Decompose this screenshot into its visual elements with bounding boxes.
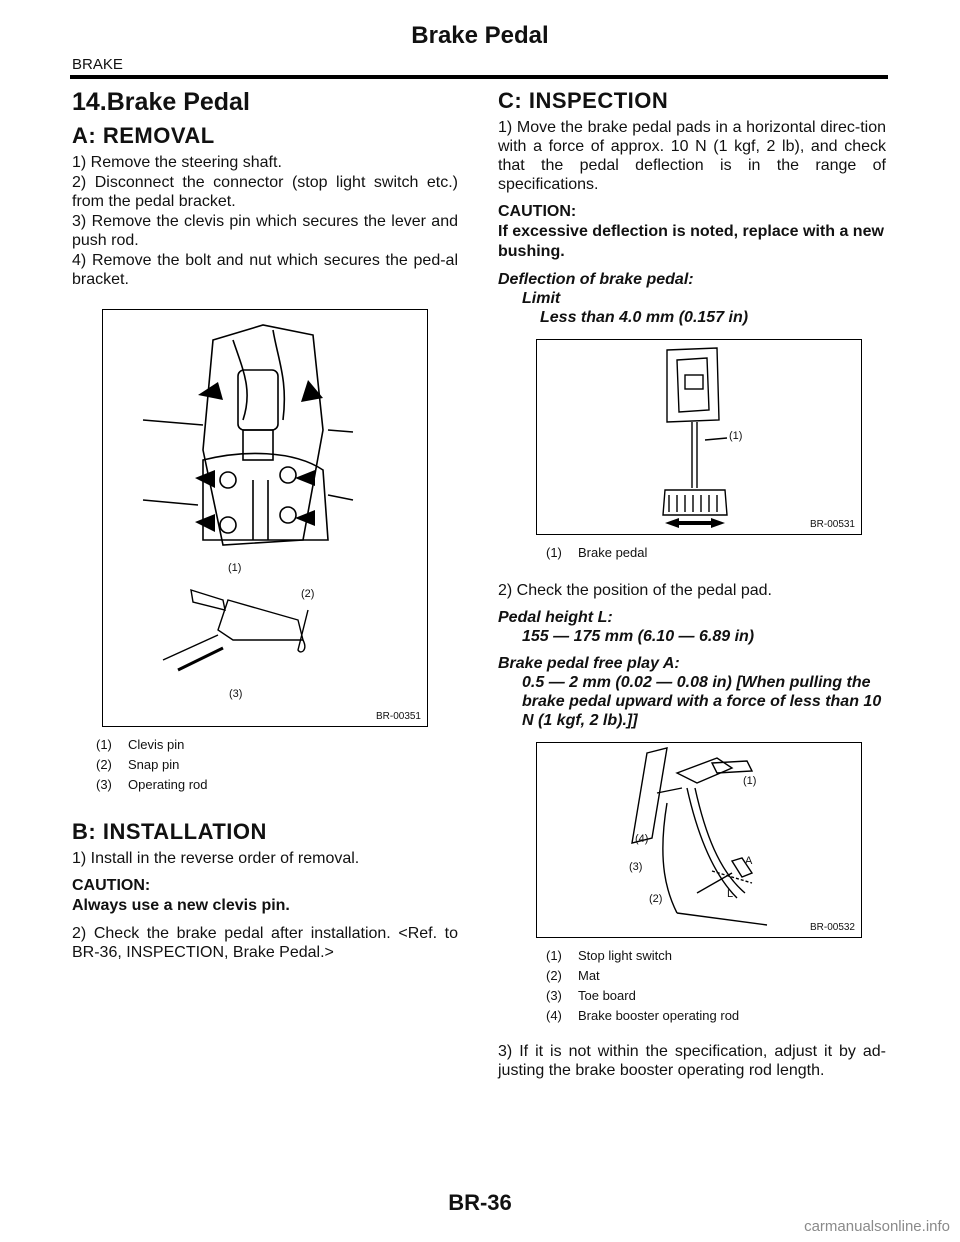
free-play-spec: Brake pedal free play A: 0.5 — 2 mm (0.02 — 0.08 in) [When pulling the brake pedal upward with a force of less than 10 N (1 kgf, 2 lb).]]: [498, 655, 882, 729]
legend-item: (1) Clevis pin: [96, 737, 185, 752]
removal-heading: A: REMOVAL: [72, 123, 215, 148]
callout-2: (2): [649, 893, 663, 905]
pedal-side-drawing: [537, 743, 861, 937]
installation-step-2: 2) Check the brake pedal after installation. <Ref. to BR-36, INSPECTION, Brake Pedal.>: [72, 925, 458, 961]
figure-code: BR-00531: [809, 519, 855, 530]
legend-item: (4) Brake booster operating rod: [546, 1008, 740, 1023]
callout-2: (2): [301, 588, 315, 600]
callout-1: (1): [228, 562, 242, 574]
callout-1: (1): [729, 430, 743, 442]
figure-code: BR-00532: [809, 922, 855, 933]
callout-3: (3): [629, 861, 643, 873]
removal-step-4: 4) Remove the bolt and nut which secures the ped-al bracket.: [72, 252, 458, 288]
deflection-spec: Deflection of brake pedal: Limit Less than 4.0 mm (0.157 in): [498, 271, 749, 326]
deflection-legend: [546, 543, 886, 563]
removal-legend: [96, 735, 458, 795]
page-number: BR-36: [448, 1190, 512, 1215]
brake-pedal-drawing: [537, 340, 861, 534]
watermark: carmanualsonline.info: [804, 1218, 950, 1235]
installation-heading: B: INSTALLATION: [72, 819, 267, 844]
legend-item: (3) Toe board: [546, 988, 636, 1003]
pedal-height-spec: Pedal height L: 155 — 175 mm (6.10 — 6.89 in): [498, 609, 755, 645]
inspection-step-1: 1) Move the brake pedal pads in a horizontal direc-tion with a force of approx. 10 N (1 kgf, 2 lb), and check that the pedal deflection is in the range of specifications.: [498, 119, 886, 193]
legend-item: (3) Operating rod: [96, 777, 208, 792]
removal-step-3: 3) Remove the clevis pin which secures the lever and push rod.: [72, 213, 458, 249]
callout-1: (1): [743, 775, 757, 787]
inspection-step-3: 3) If it is not within the specification, adjust it by ad-justing the brake booster operating rod length.: [498, 1043, 886, 1079]
legend-item: (2) Mat: [546, 968, 600, 983]
pedal-height-figure: [536, 742, 862, 938]
callout-a: A: [745, 855, 753, 867]
inspection-heading: C: INSPECTION: [498, 88, 669, 113]
legend-item: (1) Brake pedal: [546, 545, 648, 560]
legend-item: (1) Stop light switch: [546, 948, 672, 963]
right-column: [498, 88, 886, 1081]
section-label: BRAKE: [72, 56, 123, 73]
page-title: Brake Pedal: [411, 22, 549, 49]
callout-4: (4): [635, 833, 649, 845]
figure-code: BR-00351: [375, 711, 421, 722]
header-rule: [70, 75, 888, 79]
inspection-caution: CAUTION: If excessive deflection is noted, replace with a new bushing.: [498, 203, 884, 260]
installation-caution: CAUTION: Always use a new clevis pin.: [72, 877, 290, 914]
removal-figure: [102, 309, 428, 727]
legend-item: (2) Snap pin: [96, 757, 180, 772]
pedal-bracket-drawing: [103, 310, 427, 726]
chapter-title: 14.Brake Pedal: [72, 88, 250, 116]
pedal-height-legend: [546, 946, 886, 1026]
removal-step-2: 2) Disconnect the connector (stop light switch etc.) from the pedal bracket.: [72, 174, 458, 210]
callout-l: L: [727, 888, 734, 900]
left-column: [72, 88, 458, 963]
inspection-step-2: 2) Check the position of the pedal pad.: [498, 582, 772, 599]
callout-3: (3): [229, 688, 243, 700]
installation-step-1: 1) Install in the reverse order of removal.: [72, 850, 360, 867]
removal-step-1: 1) Remove the steering shaft.: [72, 154, 282, 171]
deflection-figure: [536, 339, 862, 535]
